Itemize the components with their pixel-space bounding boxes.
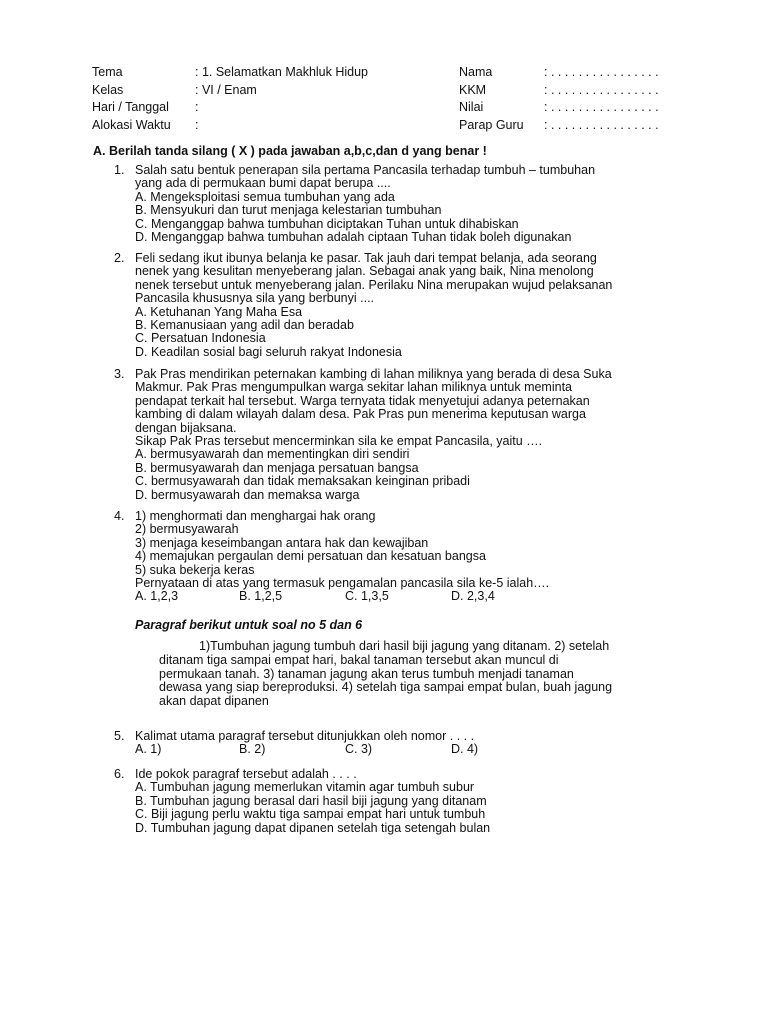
reading-paragraph [159,640,665,709]
question-text: nenek yang kesulitan menyeberang jalan. Sebagai anak yang baik, Nina menolong [135,264,594,279]
question-text: nenek tersebut untuk menyeberang jalan. Perilaku Nina merupakan wujud pelaksanan [135,277,613,292]
time-label: Alokasi Waktu [92,117,171,132]
option-a[interactable]: A. Mengeksploitasi semua tumbuhan yang ada [135,189,395,204]
question-text: Kalimat utama paragraf tersebut ditunjukkan oleh nomor . . . . [135,729,475,743]
question-number: 1. [114,163,125,177]
option-c[interactable]: C. Biji jagung perlu waktu tiga sampai empat hari untuk tumbuh [135,807,486,822]
statement-item: 2) bermusyawarah [135,522,239,537]
option-c[interactable]: C. Menganggap bahwa tumbuhan diciptakan Tuhan untuk dihabiskan [135,216,519,231]
statement-item: 3) menjaga keseimbangan antara hak dan kewajiban [135,535,429,550]
option-c[interactable]: C. bermusyawarah dan tidak memaksakan keinginan pribadi [135,474,470,489]
score-label: Nilai [459,100,484,114]
header-row [92,64,692,82]
question-text: yang ada di permukaan bumi dapat berupa .... [135,176,391,191]
paragraph-title: Paragraf berikut untuk soal no 5 dan 6 [135,618,363,632]
name-label: Nama [459,65,493,79]
paragraph-line: ditanam tiga sampai empat hari, bakal tanaman tersebut akan muncul di [159,652,559,667]
question-text: kambing di dalam wilayah dalam desa. Pak Pras pun menerima keputusan warga [135,407,586,422]
section-title: A. Berilah tanda silang ( X ) pada jawaban a,b,c,dan d yang benar ! [93,144,487,158]
statement-item: 5) suka bekerja keras [135,562,255,577]
option-a[interactable]: A. Ketuhanan Yang Maha Esa [135,304,303,319]
option-a[interactable]: A. 1) [135,742,162,757]
question-text: Ide pokok paragraf tersebut adalah . . . . [135,767,357,781]
options-row [135,743,678,756]
option-b[interactable]: B. Tumbuhan jagung berasal dari hasil biji jagung yang ditanam [135,793,487,808]
question-1 [114,164,678,244]
option-d[interactable]: D. 4) [451,742,479,757]
question-text: Feli sedang ikut ibunya belanja ke pasar. Tak jauh dari tempat belanja, ada seorang [135,251,597,265]
paragraph-line: permukaan tanah. 3) tanaman jagung akan terus tumbuh menjadi tanaman [159,666,574,681]
question-text: Salah satu bentuk penerapan sila pertama Pancasila terhadap tumbuh – tumbuhan [135,163,596,177]
teacher-sign-value: : . . . . . . . . . . . . . . . . [544,117,659,132]
option-a[interactable]: A. Tumbuhan jagung memerlukan vitamin agar tumbuh subur [135,780,475,795]
options-row [135,590,678,603]
question-text: Makmur. Pak Pras mengumpulkan warga sekitar lahan miliknya untuk meminta [135,380,572,395]
question-number: 3. [114,367,125,381]
question-5 [114,730,678,757]
option-d[interactable]: D. Menganggap bahwa tumbuhan adalah ciptaan Tuhan tidak boleh digunakan [135,230,572,245]
question-2 [114,252,678,359]
option-c[interactable]: C. 1,3,5 [345,589,389,604]
option-a[interactable]: A. bermusyawarah dan mementingkan diri sendiri [135,447,410,462]
option-b[interactable]: B. 1,2,5 [239,589,283,604]
question-3 [114,368,678,502]
header-row [92,117,692,135]
option-c[interactable]: C. 3) [345,742,373,757]
question-number: 2. [114,251,125,265]
question-prompt: Sikap Pak Pras tersebut mencerminkan sila ke empat Pancasila, yaitu …. [135,434,543,449]
score-value: : . . . . . . . . . . . . . . . . [544,100,659,114]
statement-item: 1) menghormati dan menghargai hak orang [135,509,376,523]
header-info [92,64,692,134]
theme-value: : 1. Selamatkan Makhluk Hidup [195,65,369,79]
paragraph-line: akan dapat dipanen [159,694,269,709]
theme-label: Tema [92,65,123,79]
option-b[interactable]: B. Mensyukuri dan turut menjaga kelestarian tumbuhan [135,203,442,218]
option-d[interactable]: D. 2,3,4 [451,589,495,604]
option-b[interactable]: B. 2) [239,742,266,757]
class-label: Kelas [92,82,124,97]
question-text: pendapat terkait hal tersebut. Warga ternyata tidak menyetujui adanya peternakan [135,393,590,408]
teacher-sign-label: Parap Guru [459,117,524,132]
option-d[interactable]: D. Keadilan sosial bagi seluruh rakyat Indonesia [135,344,402,359]
question-text: Pancasila khususnya sila yang berbunyi .... [135,291,375,306]
class-value: : VI / Enam [195,82,257,97]
date-label: Hari / Tanggal [92,100,169,114]
question-number: 6. [114,767,125,781]
option-b[interactable]: B. bermusyawarah dan menjaga persatuan bangsa [135,460,419,475]
question-4 [114,510,678,604]
header-row [92,99,692,117]
header-row [92,82,692,100]
question-number: 5. [114,729,125,743]
kkm-label: KKM [459,82,487,97]
option-b[interactable]: B. Kemanusiaan yang adil dan beradab [135,318,354,333]
question-number: 4. [114,509,125,523]
statement-item: 4) memajukan pergaulan demi persatuan dan kesatuan bangsa [135,549,486,564]
name-value: : . . . . . . . . . . . . . . . . [544,65,659,79]
option-a[interactable]: A. 1,2,3 [135,589,179,604]
question-6 [114,768,678,835]
option-c[interactable]: C. Persatuan Indonesia [135,331,266,346]
time-value: : [195,117,199,132]
kkm-value: : . . . . . . . . . . . . . . . . [544,82,659,97]
question-text: Pak Pras mendirikan peternakan kambing di lahan miliknya yang berada di desa Suka [135,367,612,381]
option-d[interactable]: D. Tumbuhan jagung dapat dipanen setelah tiga setengah bulan [135,820,491,835]
question-prompt: Pernyataan di atas yang termasuk pengamalan pancasila sila ke-5 ialah…. [135,576,550,591]
paragraph-line: dewasa yang siap bereproduksi. 4) setelah tiga sampai empat bulan, buah jagung [159,680,613,695]
question-text: dengan bijaksana. [135,420,237,435]
paragraph-line: 1)Tumbuhan jagung tumbuh dari hasil biji jagung yang ditanam. 2) setelah [199,639,610,653]
date-value: : [195,100,199,114]
option-d[interactable]: D. bermusyawarah dan memaksa warga [135,487,360,502]
